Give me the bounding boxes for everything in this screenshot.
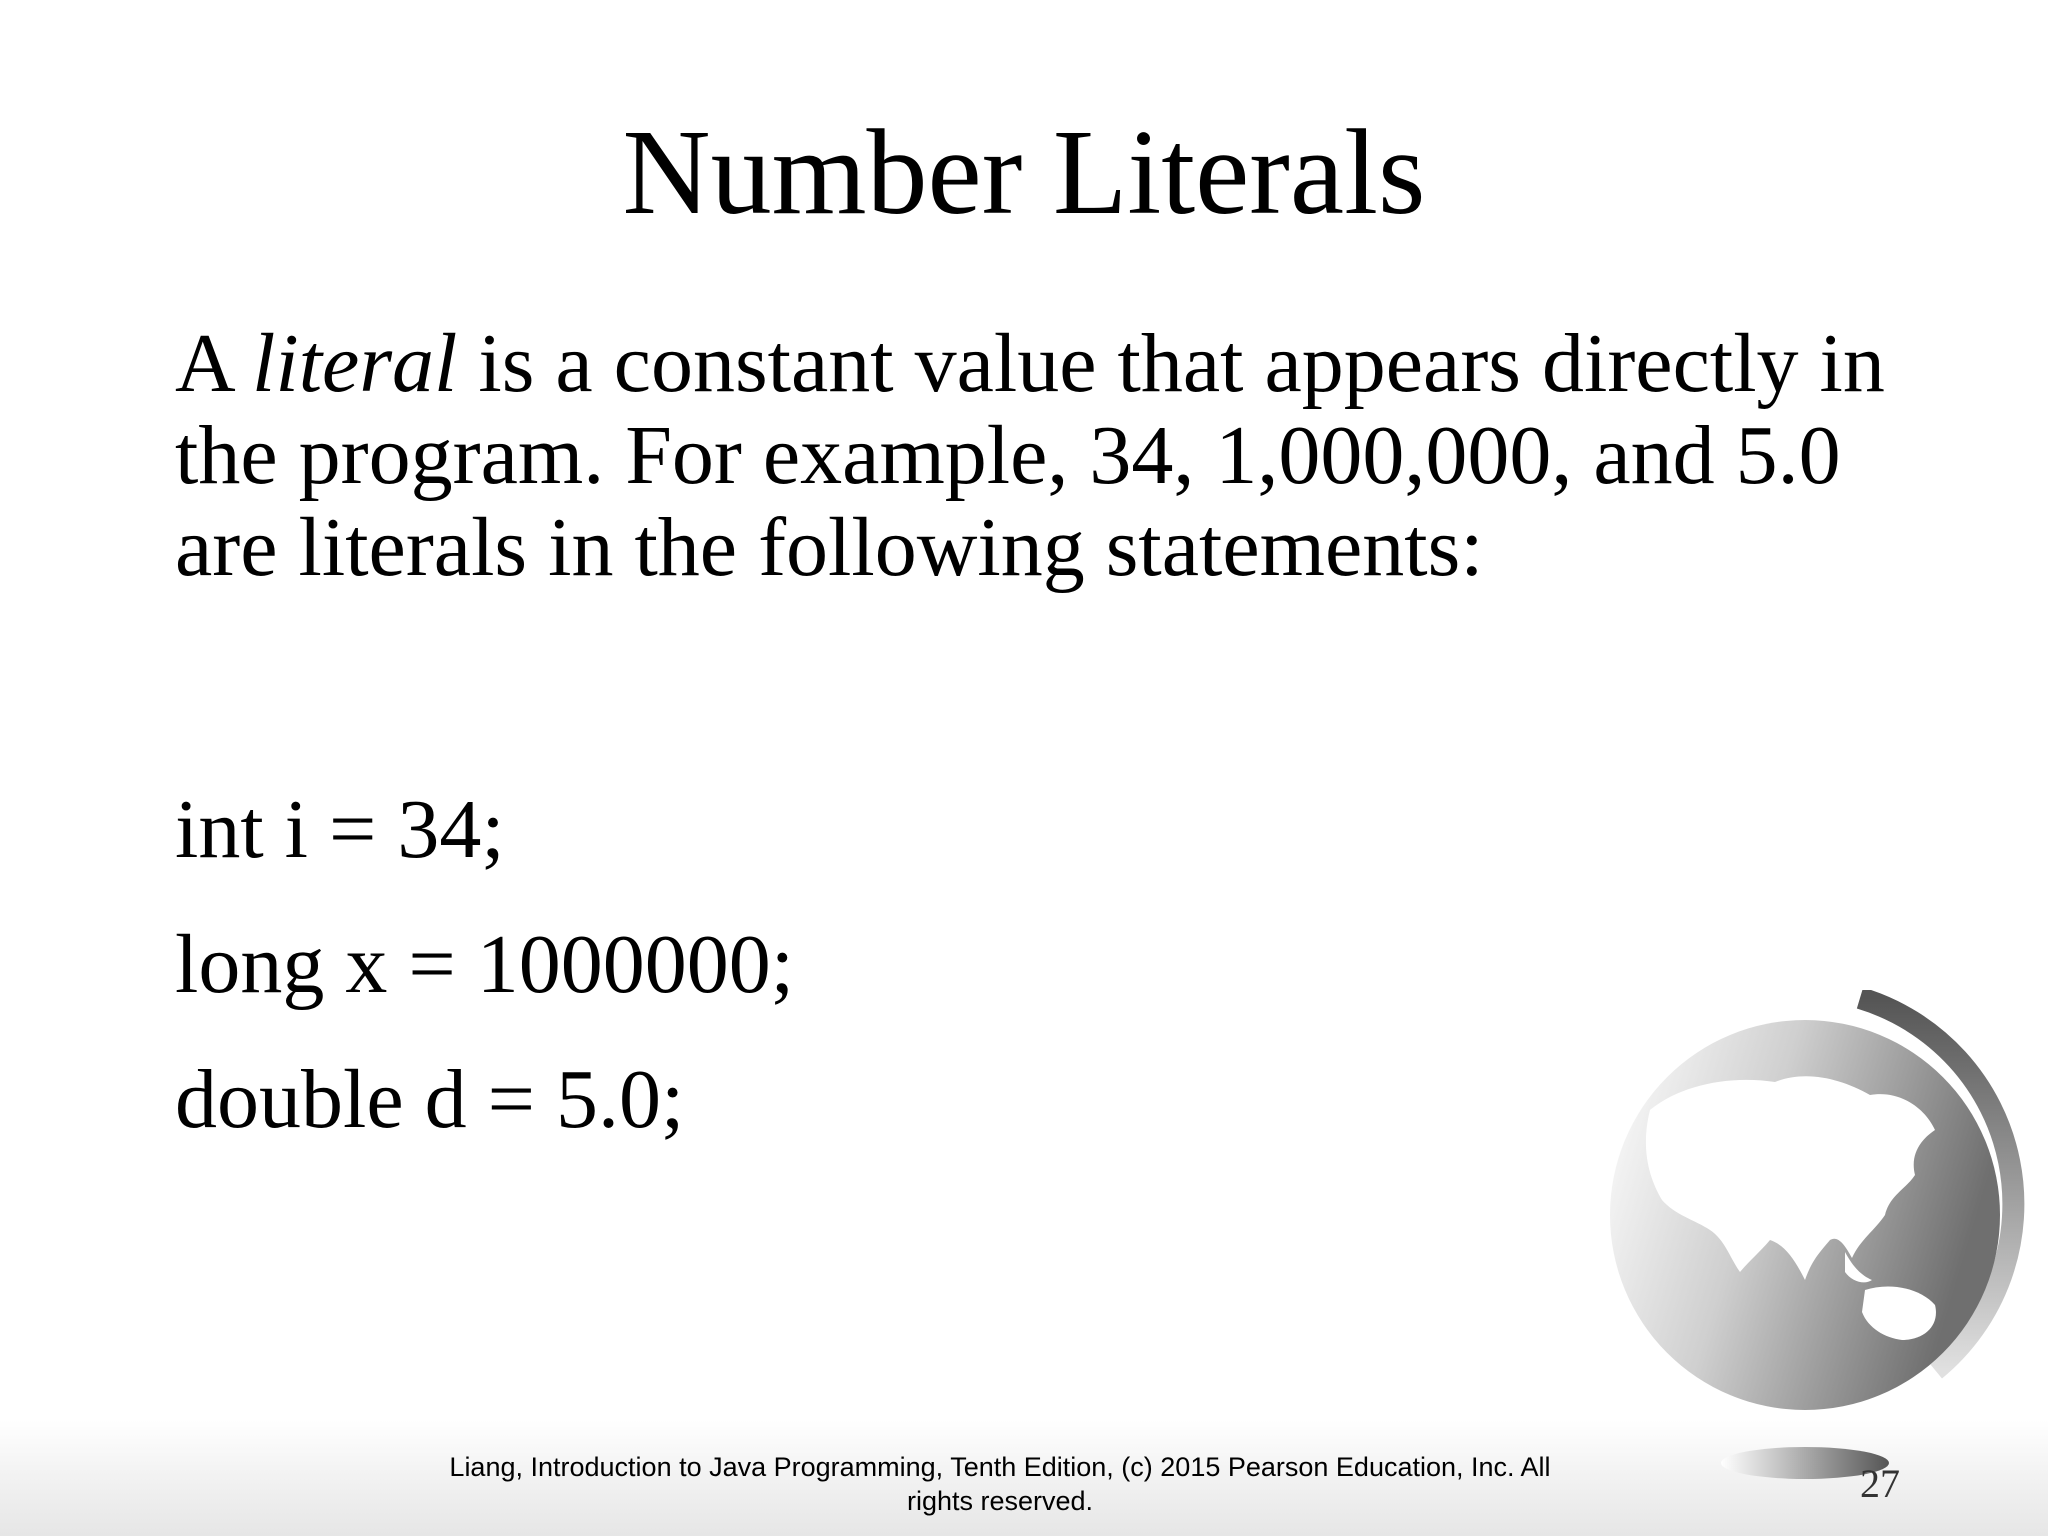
code-line-double: double d = 5.0;	[175, 1053, 685, 1146]
page-number: 27	[1860, 1461, 1900, 1506]
copyright-line-2: rights reserved.	[906, 1486, 1094, 1516]
code-line-long: long x = 1000000;	[175, 918, 795, 1011]
intro-text-rest: is a constant value that appears directly in the program. For example, 34, 1,000,000, and 5.0 are literals in the following statements:	[175, 317, 1885, 594]
code-line-int: int i = 34;	[175, 783, 505, 876]
intro-text-start: A	[175, 317, 253, 410]
copyright-line-1: Liang, Introduction to Java Programming, Tenth Edition, (c) 2015 Pearson Education, Inc. All	[449, 1452, 1551, 1482]
intro-italic-term: literal	[252, 317, 458, 410]
copyright-notice	[400, 1450, 1600, 1518]
slide-title: Number Literals	[622, 105, 1426, 240]
globe-icon	[1590, 990, 2030, 1430]
intro-paragraph	[175, 318, 1895, 594]
